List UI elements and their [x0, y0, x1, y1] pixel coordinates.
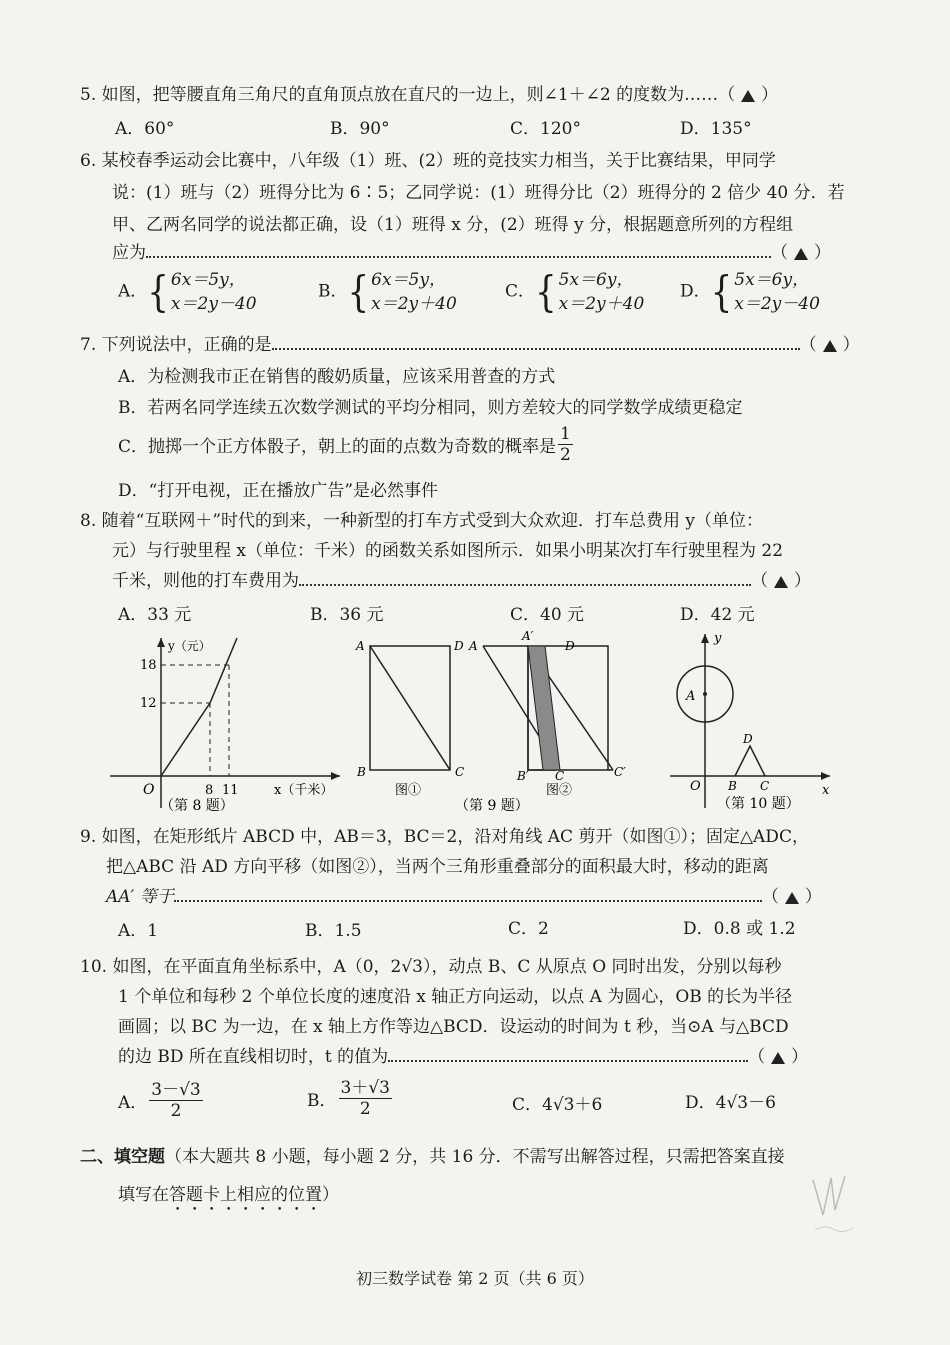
q10-line3: 画圆；以 BC 为一边，在 x 轴上方作等边△BCD．设运动的时间为 t 秒，当⊙A 与△BCD [118, 1017, 789, 1037]
fig8-x-label: x（千米） [274, 783, 334, 798]
q6-option-d: D．{ 5x＝6y， x＝2y－40 [680, 267, 820, 317]
svg-text:D: D [454, 639, 464, 653]
answer-triangle-icon [771, 1052, 785, 1064]
page-footer: 初三数学试卷 第 2 页（共 6 页） [356, 1269, 594, 1288]
q8-option-b: B．36 元 [310, 605, 384, 625]
q10-option-a: A． $\frac{3-√3}{2}$ [118, 1080, 201, 1121]
q6-line1: 6. 某校春季运动会比赛中，八年级（1）班、(2）班的竞技实力相当，关于比赛结果，甲同学 [80, 151, 776, 171]
q10-option-c: C．4√3＋6 [512, 1095, 603, 1115]
q7-option-b: B．若两名同学连续五次数学测试的平均分相同，则方差较大的同学数学成绩更稳定 [118, 398, 743, 418]
answer-triangle-icon [774, 576, 788, 588]
q9-option-d: D．0.8 或 1.2 [683, 919, 796, 939]
q8-option-a: A．33 元 [118, 605, 192, 625]
q9-line2: 把△ABC 沿 AD 方向平移（如图②），当两个三角形重叠部分的面积最大时，移动的距离 [106, 857, 769, 877]
q7-option-d: D．“打开电视，正在播放广告”是必然事件 [118, 481, 439, 501]
section-2-title: 二、填空题 [80, 1147, 165, 1167]
svg-text:D: D [565, 639, 575, 653]
fig8-tick-12: 12 [140, 696, 157, 711]
svg-text:y: y [714, 631, 722, 646]
svg-text:A: A [686, 689, 696, 704]
q7-option-a: A．为检测我市正在销售的酸奶质量，应该采用普查的方式 [118, 367, 556, 387]
svg-text:O: O [690, 779, 701, 794]
q10-line1: 10. 如图，在平面直角坐标系中，A（0，2√3），动点 B、C 从原点 O 同时出发，分别以每秒 [80, 957, 782, 977]
section-2-desc-line2: 填写在答题卡上相应的位置） [118, 1185, 339, 1205]
handwritten-mark-icon [805, 1170, 865, 1240]
q8-line2: 元）与行驶里程 x（单位：千米）的函数关系如图所示．如果小明某次打车行驶里程为 22 [112, 541, 784, 561]
q10-option-b: B． $\frac{3+√3}{2}$ [307, 1078, 390, 1119]
svg-text:B′: B′ [517, 769, 529, 783]
q9-option-b: B．1.5 [305, 921, 362, 941]
answer-triangle-icon [794, 248, 808, 260]
q9-line3: AA′ 等于 （ ） [106, 887, 822, 907]
q6-option-a: A．{ 6x＝5y， x＝2y－40 [118, 267, 257, 317]
svg-text:C: C [555, 769, 565, 783]
section-2-heading: 二、填空题（本大题共 8 小题，每小题 2 分，共 16 分．不需写出解答过程，只需把答案直接 [80, 1147, 785, 1167]
q9-option-a: A．1 [118, 921, 159, 941]
svg-text:A: A [469, 639, 478, 653]
fig9-caption: （第 9 题） [455, 798, 529, 814]
q8-line1: 8. 随着“互联网＋”时代的到来，一种新型的打车方式受到大众欢迎．打车总费用 y（单位： [80, 511, 764, 531]
svg-text:C: C [760, 779, 770, 793]
q9-line1: 9. 如图，在矩形纸片 ABCD 中，AB＝3，BC＝2，沿对角线 AC 剪开（如图①）；固定△ADC， [80, 827, 809, 847]
figures-row [0, 628, 950, 818]
svg-text:A′: A′ [522, 629, 534, 643]
answer-triangle-icon [741, 90, 755, 102]
fig8-tick-11: 11 [222, 783, 239, 798]
fig8-caption: （第 8 题） [160, 798, 234, 814]
q6-line2: 说：(1）班与（2）班得分比为 6∶5；乙同学说：(1）班得分比（2）班得分的 2 倍少 40 分．若 [112, 183, 845, 203]
fig9-caption-1: 图① [395, 783, 422, 798]
svg-text:D: D [743, 732, 753, 746]
q6-option-c: C．{ 5x＝6y， x＝2y＋40 [505, 267, 645, 317]
q5-option-d: D．135° [680, 119, 752, 139]
figure-8-graph [110, 638, 340, 814]
q10-line4: 的边 BD 所在直线相切时，t 的值为 （ ） [118, 1047, 809, 1067]
q5-stem: 5. 如图，把等腰直角三角尺的直角顶点放在直尺的一边上，则∠1＋∠2 的度数为……（ ） [80, 85, 779, 105]
answer-triangle-icon [785, 892, 799, 904]
figure-9-diagram-1 [355, 639, 464, 798]
q7-stem: 7. 下列说法中，正确的是 （ ） [80, 335, 860, 355]
svg-text:B: B [357, 765, 366, 779]
fig8-tick-8: 8 [205, 783, 214, 798]
q6-line4: 应为 （ ） [112, 243, 831, 263]
svg-text:B: B [728, 779, 737, 793]
q7-option-c: C．抛掷一个正方体骰子，朝上的面的点数为奇数的概率是 $\frac{1}{2}$ [118, 424, 571, 465]
figure-9-diagram-2 [455, 629, 626, 814]
fig9-caption-2: 图② [546, 783, 573, 798]
q10-line2: 1 个单位和每秒 2 个单位长度的速度沿 x 轴正方向运动，以点 A 为圆心，OB 的长为半径 [118, 987, 793, 1007]
q6-line3: 甲、乙两名同学的说法都正确，设（1）班得 x 分，(2）班得 y 分，根据题意所列的方程组 [112, 215, 794, 235]
svg-text:x: x [822, 783, 830, 798]
fig8-origin: O [143, 782, 155, 798]
svg-text:C: C [455, 765, 465, 779]
fig8-tick-18: 18 [140, 658, 157, 673]
answer-triangle-icon [823, 340, 837, 352]
q6-option-b: B．{ 6x＝5y， x＝2y＋40 [318, 267, 457, 317]
svg-text:A: A [356, 639, 365, 653]
q10-option-d: D．4√3－6 [685, 1093, 776, 1113]
q8-option-c: C．40 元 [510, 605, 585, 625]
fig8-y-label: y（元） [168, 639, 211, 653]
q5-option-c: C．120° [510, 119, 581, 139]
q8-option-d: D．42 元 [680, 605, 755, 625]
fig10-caption: （第 10 题） [717, 796, 800, 812]
q9-option-c: C．2 [508, 919, 549, 939]
q5-option-a: A．60° [115, 119, 175, 139]
q5-option-b: B．90° [330, 119, 390, 139]
svg-text:C′: C′ [614, 765, 626, 779]
figure-10-diagram [670, 631, 830, 812]
q8-line3: 千米，则他的打车费用为 （ ） [112, 571, 811, 591]
